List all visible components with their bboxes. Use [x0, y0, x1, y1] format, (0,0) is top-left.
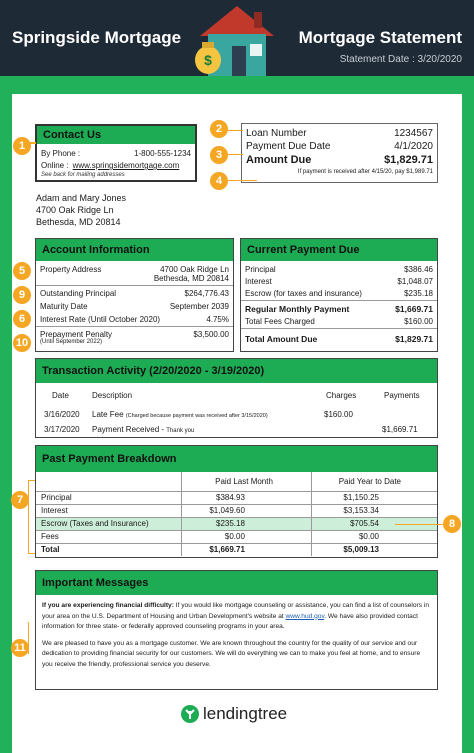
past-payment-header: Past Payment Breakdown [36, 446, 437, 472]
prepayment-penalty-note: (Until September 2022) [40, 339, 103, 345]
table-row-highlighted [36, 517, 437, 530]
message-1-end: . We have also provided contact information for three state- or federally approved counseling programs in your area. [42, 612, 418, 630]
account-info-header: Account Information [36, 239, 233, 261]
current-principal-label: Principal [245, 265, 276, 274]
paid-ytd-value: $5,009.13 [343, 545, 379, 555]
col-payments: Payments [384, 391, 420, 400]
address-name: Adam and Mary Jones [36, 193, 127, 203]
website-link[interactable]: www.springsidemortgage.com [72, 161, 180, 170]
logo-text: lendingtree [203, 704, 288, 723]
col-description: Description [92, 391, 133, 400]
transaction-box [35, 358, 438, 438]
hud-link[interactable]: www.hud.gov [285, 612, 325, 620]
loan-summary-box [241, 123, 438, 183]
callout-badge-1: 1 [13, 137, 31, 155]
col-paid-last-month: Paid Last Month [181, 472, 311, 491]
online-label: Online : [41, 161, 69, 170]
row-label: Escrow (Taxes and Insurance) [36, 517, 181, 530]
current-escrow: $235.18 [404, 289, 433, 298]
callout-badge-7: 7 [11, 491, 29, 509]
phone-number[interactable]: 1-800-555-1234 [134, 149, 191, 158]
row-label: Interest [36, 504, 181, 517]
statement-date: Statement Date : 3/20/2020 [339, 54, 462, 65]
callout-line [227, 130, 243, 131]
brand-name: Springside Mortgage [12, 28, 182, 47]
callout-badge-8: 8 [443, 515, 461, 533]
message-1-text: If you would like mortgage counseling or assistance, you can find a list of counselors in your area on the U.S. Department of Housing and Urban Development's website at [42, 602, 430, 620]
maturity-date-label: Maturity Date [40, 302, 88, 311]
current-interest-label: Interest [245, 277, 272, 286]
table-row-total [36, 543, 437, 556]
contact-header: Contact Us [37, 126, 195, 144]
paid-ytd-value: $705.54 [350, 519, 379, 528]
txn-2-date: 3/17/2020 [44, 425, 80, 434]
callout-line [395, 524, 445, 525]
callout-line [227, 154, 243, 155]
txn-2-desc [92, 425, 194, 434]
callout-line [227, 180, 257, 181]
mailing-address [36, 192, 126, 228]
paid-last-month-value: $0.00 [181, 530, 311, 543]
past-payment-box [35, 445, 438, 558]
regular-payment-label: Regular Monthly Payment [245, 304, 350, 314]
callout-badge-6: 6 [13, 310, 31, 328]
past-payment-table [36, 472, 437, 556]
messages-box [35, 570, 438, 690]
callout-badge-5: 5 [13, 262, 31, 280]
col-date: Date [52, 391, 69, 400]
late-payment-note: If payment is received after 4/15/20, pay $1,989.71 [297, 169, 433, 175]
txn-2-desc-text: Payment Received - [92, 425, 165, 434]
callout-badge-4: 4 [210, 172, 228, 190]
paid-last-month-value: $1,669.71 [181, 543, 311, 556]
messages-header: Important Messages [36, 571, 437, 595]
mail-note: See back for mailing addresses [41, 172, 125, 178]
fees-charged-label: Total Fees Charged [245, 317, 315, 326]
paid-ytd-value: $3,153.34 [343, 506, 379, 515]
total-due: $1,829.71 [395, 334, 433, 344]
table-row [36, 491, 437, 504]
table-row [36, 504, 437, 517]
property-address-label: Property Address [40, 265, 102, 274]
callout-badge-2: 2 [210, 120, 228, 138]
house-with-money-bag-icon [192, 2, 282, 76]
property-address-line1: 4700 Oak Ridge Ln [160, 265, 229, 274]
leaf-icon [180, 704, 200, 724]
message-paragraph-1 [36, 595, 437, 633]
paid-last-month-value: $384.93 [181, 491, 311, 504]
header-bar [0, 0, 474, 76]
interest-rate-label: Interest Rate (Until October 2020) [40, 315, 161, 324]
row-label: Principal [36, 491, 181, 504]
outstanding-principal: $264,776.43 [184, 289, 229, 298]
transaction-header: Transaction Activity (2/20/2020 - 3/19/2020) [36, 359, 437, 383]
prepayment-penalty-label: Prepayment Penalty [40, 330, 113, 339]
txn-2-payments: $1,669.71 [382, 425, 418, 434]
statement-title: Mortgage Statement [298, 28, 462, 47]
outstanding-principal-label: Outstanding Principal [40, 289, 117, 298]
lendingtree-logo [180, 704, 287, 724]
paid-ytd-value: $0.00 [358, 532, 379, 541]
paid-ytd-value: $1,150.25 [343, 493, 379, 502]
contact-box [35, 124, 197, 182]
paid-last-month-value: $1,049.60 [181, 504, 311, 517]
regular-payment: $1,669.71 [395, 304, 433, 314]
row-label: Fees [36, 530, 181, 543]
paid-last-month-value: $235.18 [181, 517, 311, 530]
txn-1-date: 3/16/2020 [44, 410, 80, 419]
due-date-label: Payment Due Date [246, 141, 331, 152]
txn-1-desc [92, 410, 268, 419]
col-charges: Charges [326, 391, 357, 400]
col-paid-ytd: Paid Year to Date [338, 476, 401, 486]
callout-bracket [28, 480, 35, 481]
due-date: 4/1/2020 [394, 141, 433, 152]
message-1-bold: If you are experiencing financial difficulty: [42, 602, 174, 609]
txn-1-note: (Charged because payment was received after 3/15/2020) [125, 413, 268, 419]
loan-number: 1234567 [394, 128, 433, 139]
txn-1-desc-text: Late Fee [92, 410, 124, 419]
account-info-box [35, 238, 234, 352]
message-paragraph-2: We are pleased to have you as a mortgage customer. We are known throughout the country for the quality of our service and our dedication to providing financial security for our customers. We will do everything we can to make you feel at home, and to ensure you receive the friendly, professional service you deserve. [42, 639, 421, 668]
address-city: Bethesda, MD 20814 [36, 217, 121, 227]
interest-rate: 4.75% [206, 315, 229, 324]
address-street: 4700 Oak Ridge Ln [36, 205, 114, 215]
maturity-date: September 2039 [169, 302, 229, 311]
current-principal: $386.46 [404, 265, 433, 274]
prepayment-penalty: $3,500.00 [193, 330, 229, 339]
callout-bracket [28, 480, 29, 554]
property-address-line2: Bethesda, MD 20814 [153, 274, 229, 283]
row-label: Total [36, 543, 181, 556]
current-payment-box [240, 238, 438, 352]
amount-due-label: Amount Due [246, 154, 312, 166]
txn-1-charges: $160.00 [324, 410, 353, 419]
amount-due: $1,829.71 [384, 154, 433, 166]
callout-badge-11: 11 [11, 639, 29, 657]
txn-2-note: Thank you [166, 428, 195, 434]
total-due-label: Total Amount Due [245, 334, 318, 344]
fees-charged: $160.00 [404, 317, 433, 326]
current-payment-header: Current Payment Due [241, 239, 437, 261]
current-interest: $1,048.07 [397, 277, 433, 286]
svg-text:$: $ [204, 52, 212, 68]
callout-badge-9: 9 [13, 286, 31, 304]
callout-badge-10: 10 [13, 334, 31, 352]
current-escrow-label: Escrow (for taxes and insurance) [245, 289, 362, 298]
callout-bracket [28, 553, 35, 554]
callout-badge-3: 3 [210, 146, 228, 164]
phone-label: By Phone : [41, 149, 81, 158]
table-row [36, 530, 437, 543]
loan-number-label: Loan Number [246, 128, 307, 139]
